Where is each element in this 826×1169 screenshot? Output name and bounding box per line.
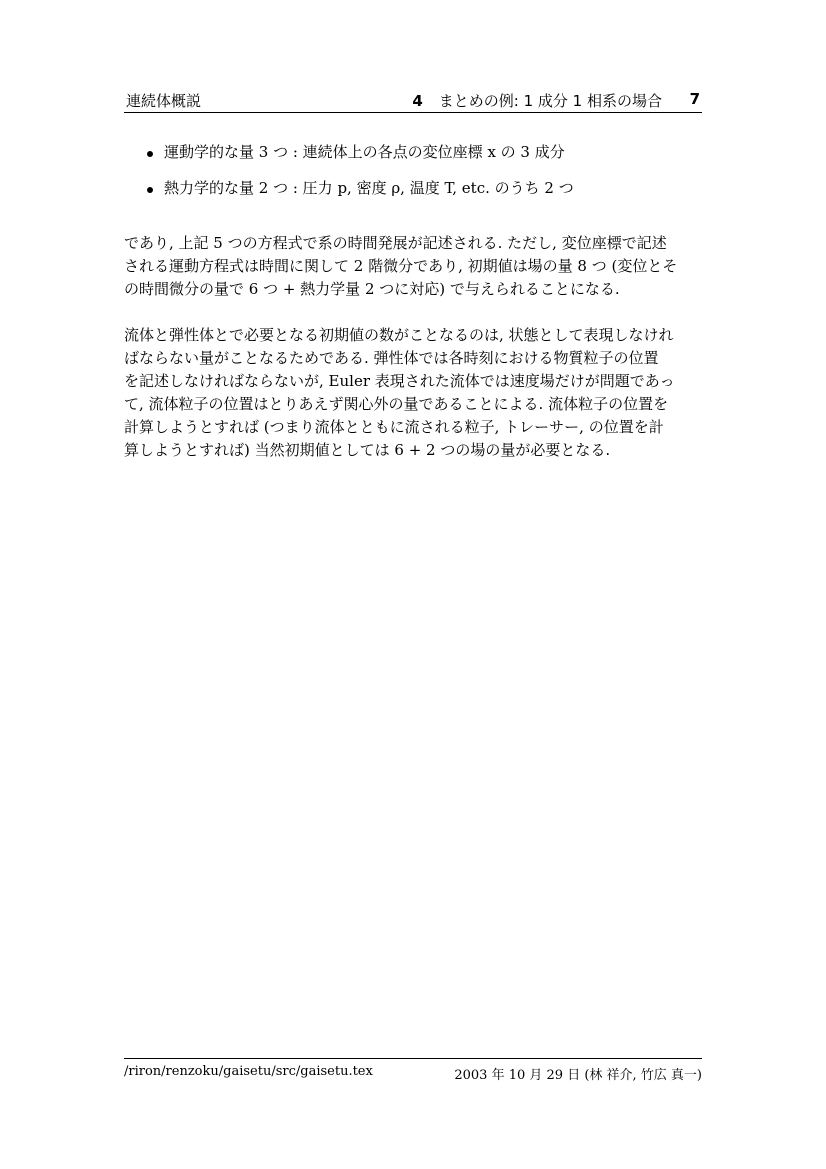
paragraph	[124, 324, 702, 462]
header-title: 連続体概説	[126, 92, 202, 110]
section-number: 4	[412, 92, 423, 110]
header-section	[412, 90, 662, 111]
bullet-text: 熱力学的な量 2 つ : 圧力 p, 密度 ρ, 温度 T, etc. のうち 2 つ	[164, 179, 574, 197]
page-number: 7	[689, 90, 700, 108]
running-footer	[124, 1058, 702, 1085]
paragraph-line: であり, 上記 5 つの方程式で系の時間発展が記述される. ただし, 変位座標で記述	[124, 234, 667, 252]
bullet-item	[146, 176, 706, 200]
bullet-list	[146, 140, 706, 212]
footer-date-authors: 2003 年 10 月 29 日 (林 祥介, 竹広 真一)	[454, 1068, 702, 1083]
paragraph-line: 流体と弾性体とで必要となる初期値の数がことなるのは, 状態として表現しなけれ	[124, 326, 674, 344]
paragraph-line: て, 流体粒子の位置はとりあえず関心外の量であることによる. 流体粒子の位置を	[124, 395, 669, 413]
section-title: まとめの例: 1 成分 1 相系の場合	[438, 92, 662, 110]
bullet-item	[146, 140, 706, 164]
paragraph	[124, 232, 702, 301]
paragraph-line: 計算しようとすれば (つまり流体とともに流される粒子, トレーサー, の位置を計	[124, 418, 664, 436]
bullet-text: 運動学的な量 3 つ : 連続体上の各点の変位座標 x の 3 成分	[164, 143, 565, 161]
bullet-dot-icon	[147, 187, 153, 193]
bullet-dot-icon	[147, 151, 153, 157]
paragraph-line: される運動方程式は時間に関して 2 階微分であり, 初期値は場の量 8 つ (変位とそ	[124, 257, 678, 275]
paragraph-line: の時間微分の量で 6 つ + 熱力学量 2 つに対応) で与えられることになる.	[124, 280, 620, 298]
paragraph-line: 算しようとすれば) 当然初期値としては 6 + 2 つの場の量が必要となる.	[124, 441, 611, 459]
paragraph-line: ばならない量がことなるためである. 弾性体では各時刻における物質粒子の位置	[124, 349, 659, 367]
running-header	[124, 88, 702, 113]
paragraph-line: を記述しなければならないが, Euler 表現された流体では速度場だけが問題であっ	[124, 372, 675, 390]
footer-file-path: /riron/renzoku/gaisetu/src/gaisetu.tex	[124, 1064, 373, 1079]
